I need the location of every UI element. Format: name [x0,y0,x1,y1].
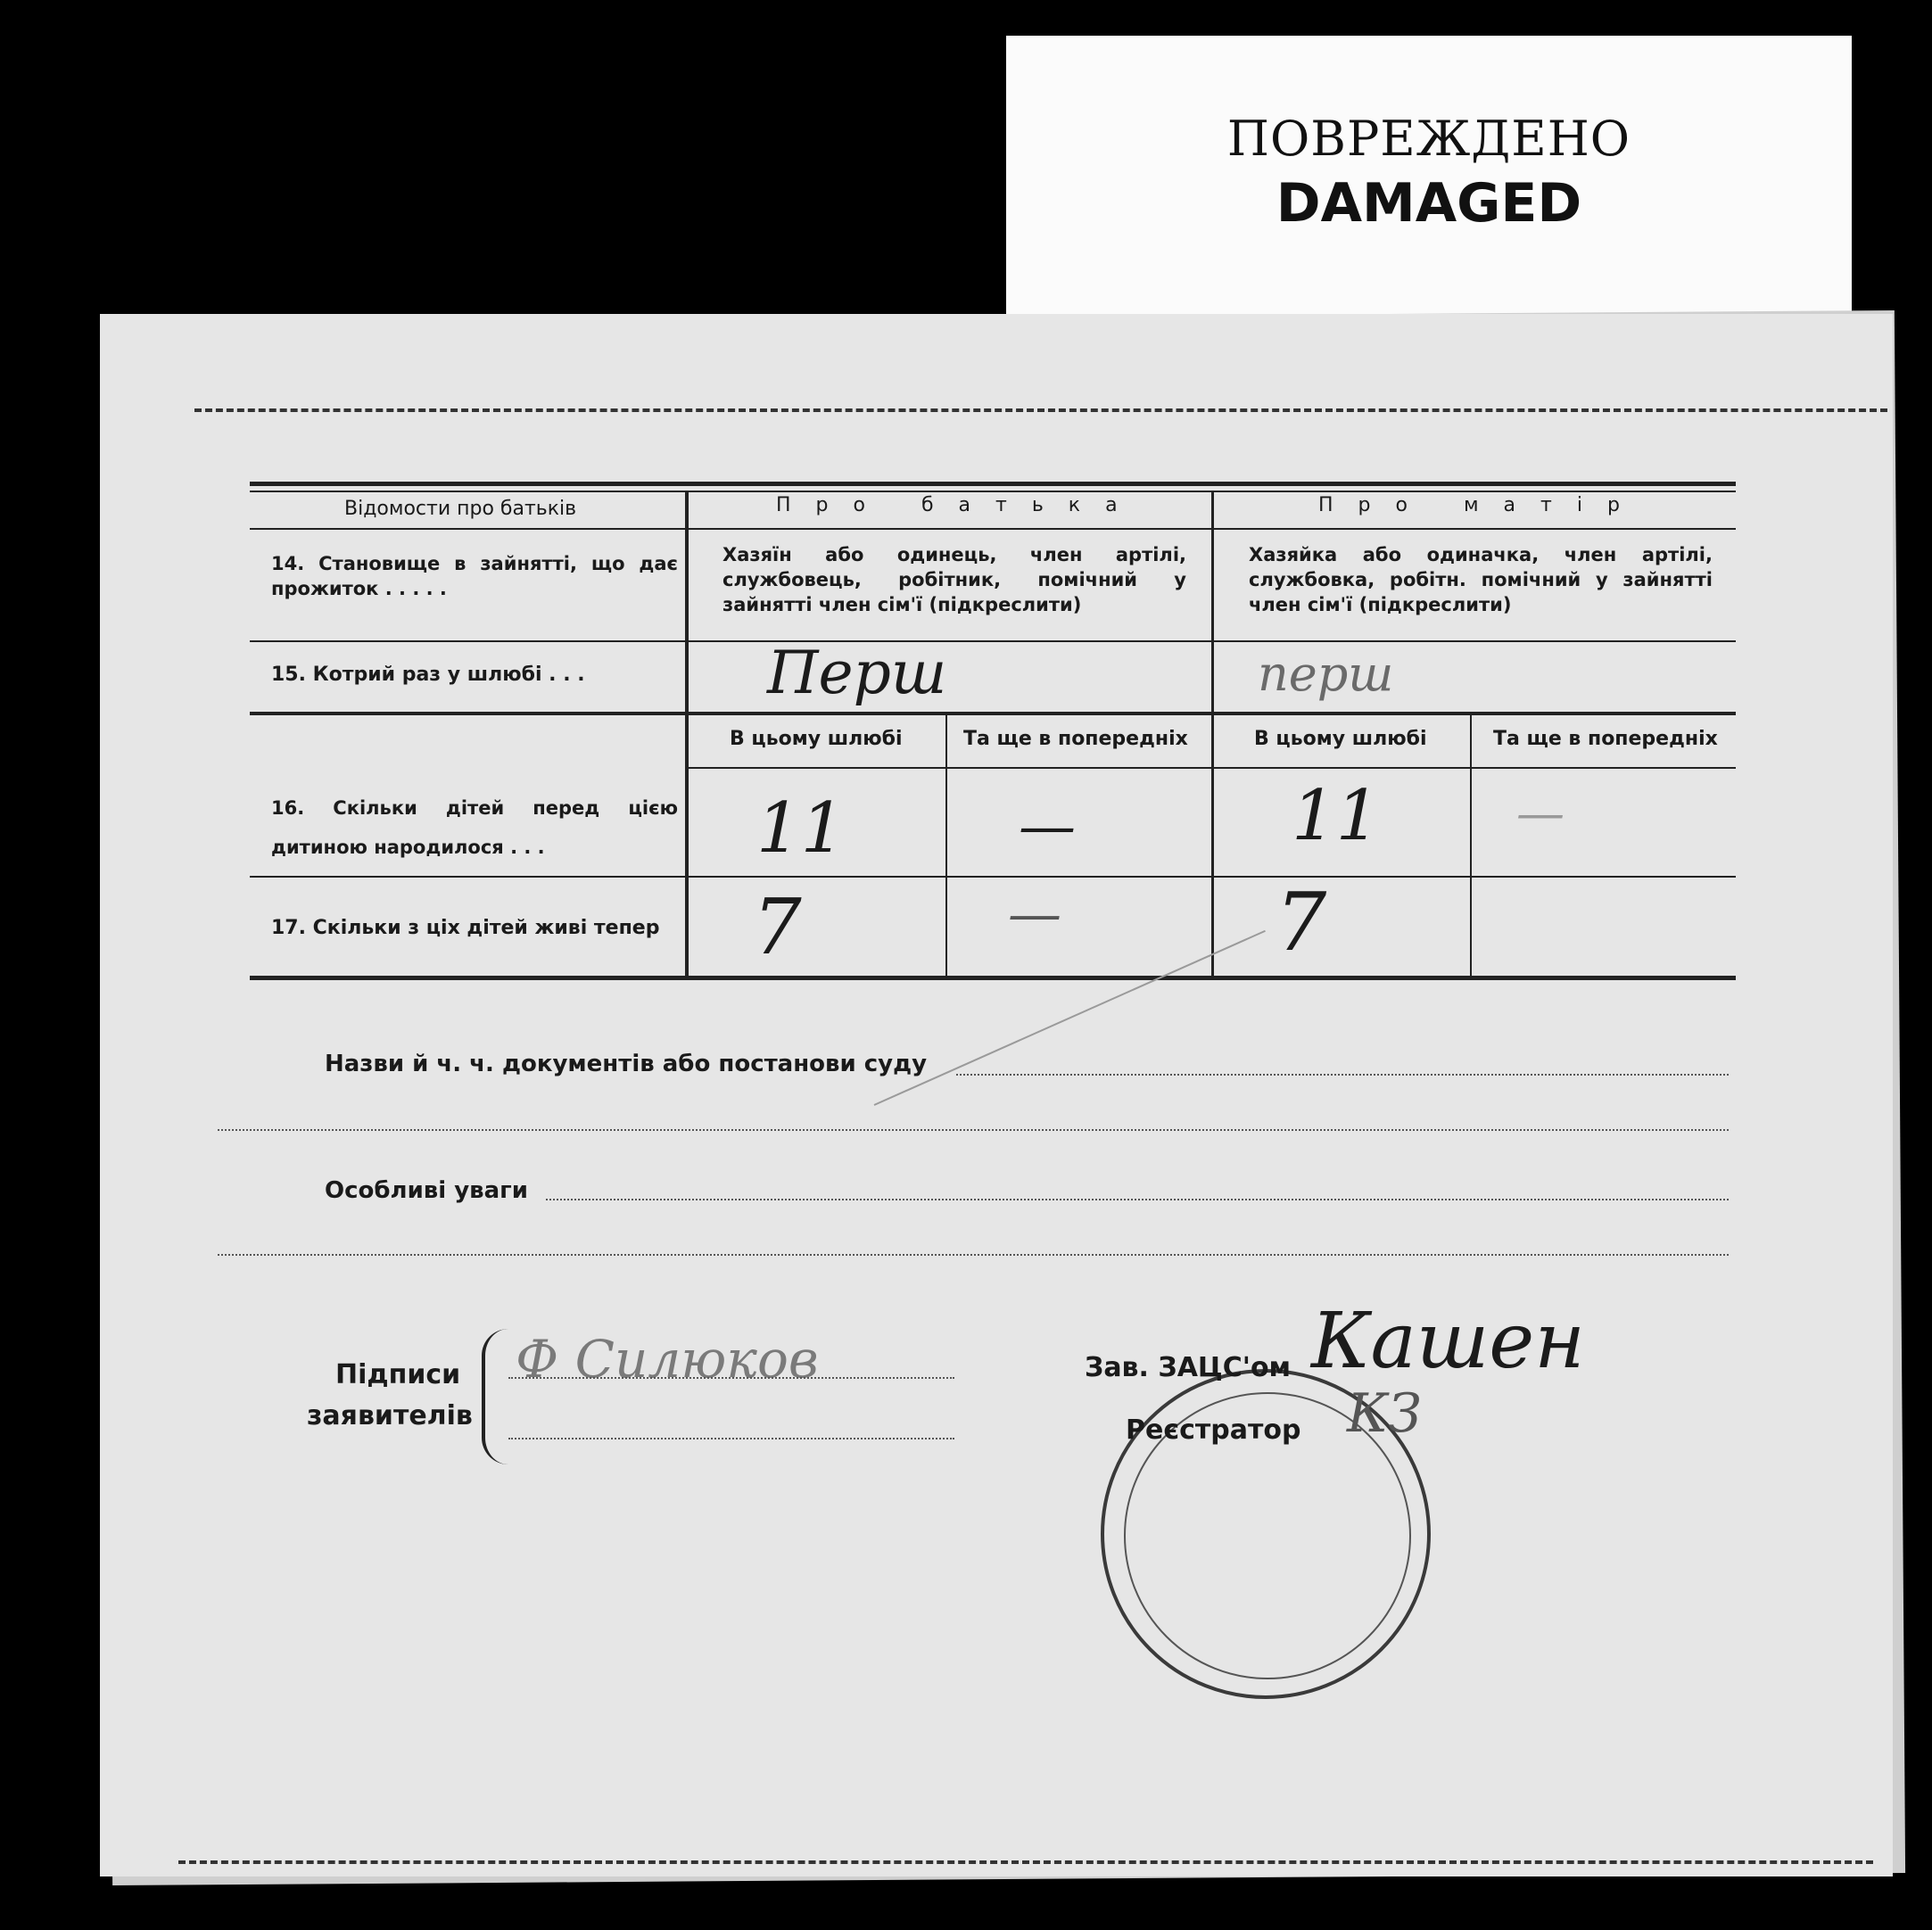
applicants-label-1: Підписи [335,1359,461,1390]
row16-mother-prev: — [1516,785,1565,841]
row17-label: 17. Скільки з ціх дітей живі тепер [271,917,660,939]
damaged-label-card [1006,36,1852,330]
registrar-label: Реєстратор [1126,1415,1301,1446]
applicant-line-2 [508,1438,954,1439]
table-top-rule [250,482,1736,486]
top-perforation [194,408,1887,412]
bottom-perforation [178,1860,1873,1864]
parents-table [250,482,1736,981]
row14-father-text: Хазяїн або одинець, член артілі, службовець, робітник, помічний у зайнятті член сім'ї (підкреслити) [722,544,1186,615]
applicants-brace [482,1329,512,1464]
documents-label: Назви й ч. ч. документів або постанови суду [325,1051,928,1077]
head-label: Зав. ЗАЦС'ом [1085,1352,1292,1383]
subheader-mother-previous: Та ще в попередніх [1493,728,1718,750]
notes-label: Особливі уваги [325,1177,528,1204]
damaged-label-ru: ПОВРЕЖДЕНО [1226,111,1631,167]
row15-label: 15. Котрий раз у шлюбі . . . [271,664,585,686]
table-bottom-rule [250,976,1736,980]
row14-label: 14. Становище в зайнятті, що дає прожиток . . . . . [271,553,678,599]
row15-father-value: Перш [767,639,947,707]
col2-rule [1211,491,1214,977]
documents-line-1 [956,1074,1729,1076]
row17-father-prev: — [1008,883,1061,945]
row15-mother-value: перш [1258,646,1394,702]
row16-father-prev: — [1019,794,1076,860]
notes-line-2 [218,1254,1729,1256]
row14-mother-text: Хазяйка або одиначка, член артілі, службовка, робітн. помічний у зайнятті член сім'ї (підкреслити) [1249,544,1713,615]
row14-rule [250,640,1736,642]
applicant-line-1 [508,1377,954,1379]
table-top-rule-2 [250,491,1736,492]
row16-father-this: 11 [756,788,846,869]
row16-mother-this: 11 [1292,776,1381,856]
col-mother-split [1470,715,1472,977]
subheader-mother-this-marriage: В цьому шлюбі [1254,728,1427,750]
row17-mother-this: 7 [1276,876,1327,969]
subheader-father-previous: Та ще в попередніх [963,728,1188,750]
header-col2: Про батька [776,494,1143,516]
registrar-signature: КЗ [1347,1382,1422,1445]
col1-rule [685,491,689,977]
notes-line-1 [546,1199,1729,1200]
documents-line-2 [218,1129,1729,1131]
header-col1: Відомости про батьків [344,498,577,520]
header-rule [250,528,1736,530]
subheader-father-this-marriage: В цьому шлюбі [730,728,903,750]
damaged-label-en: DAMAGED [1276,172,1582,235]
col-father-split [945,715,947,977]
row16-rule [250,876,1736,878]
head-signature: Кашен [1311,1297,1585,1386]
applicant-signature: Ф Силюков [516,1329,819,1390]
applicants-label-2: заявителів [307,1400,473,1431]
row17-father-this: 7 [753,883,802,972]
row15-rule [250,712,1736,715]
row16-label: 16. Скільки дітей перед цією дитиною народилося . . . [271,797,678,858]
header-col3: Про матір [1318,494,1645,516]
